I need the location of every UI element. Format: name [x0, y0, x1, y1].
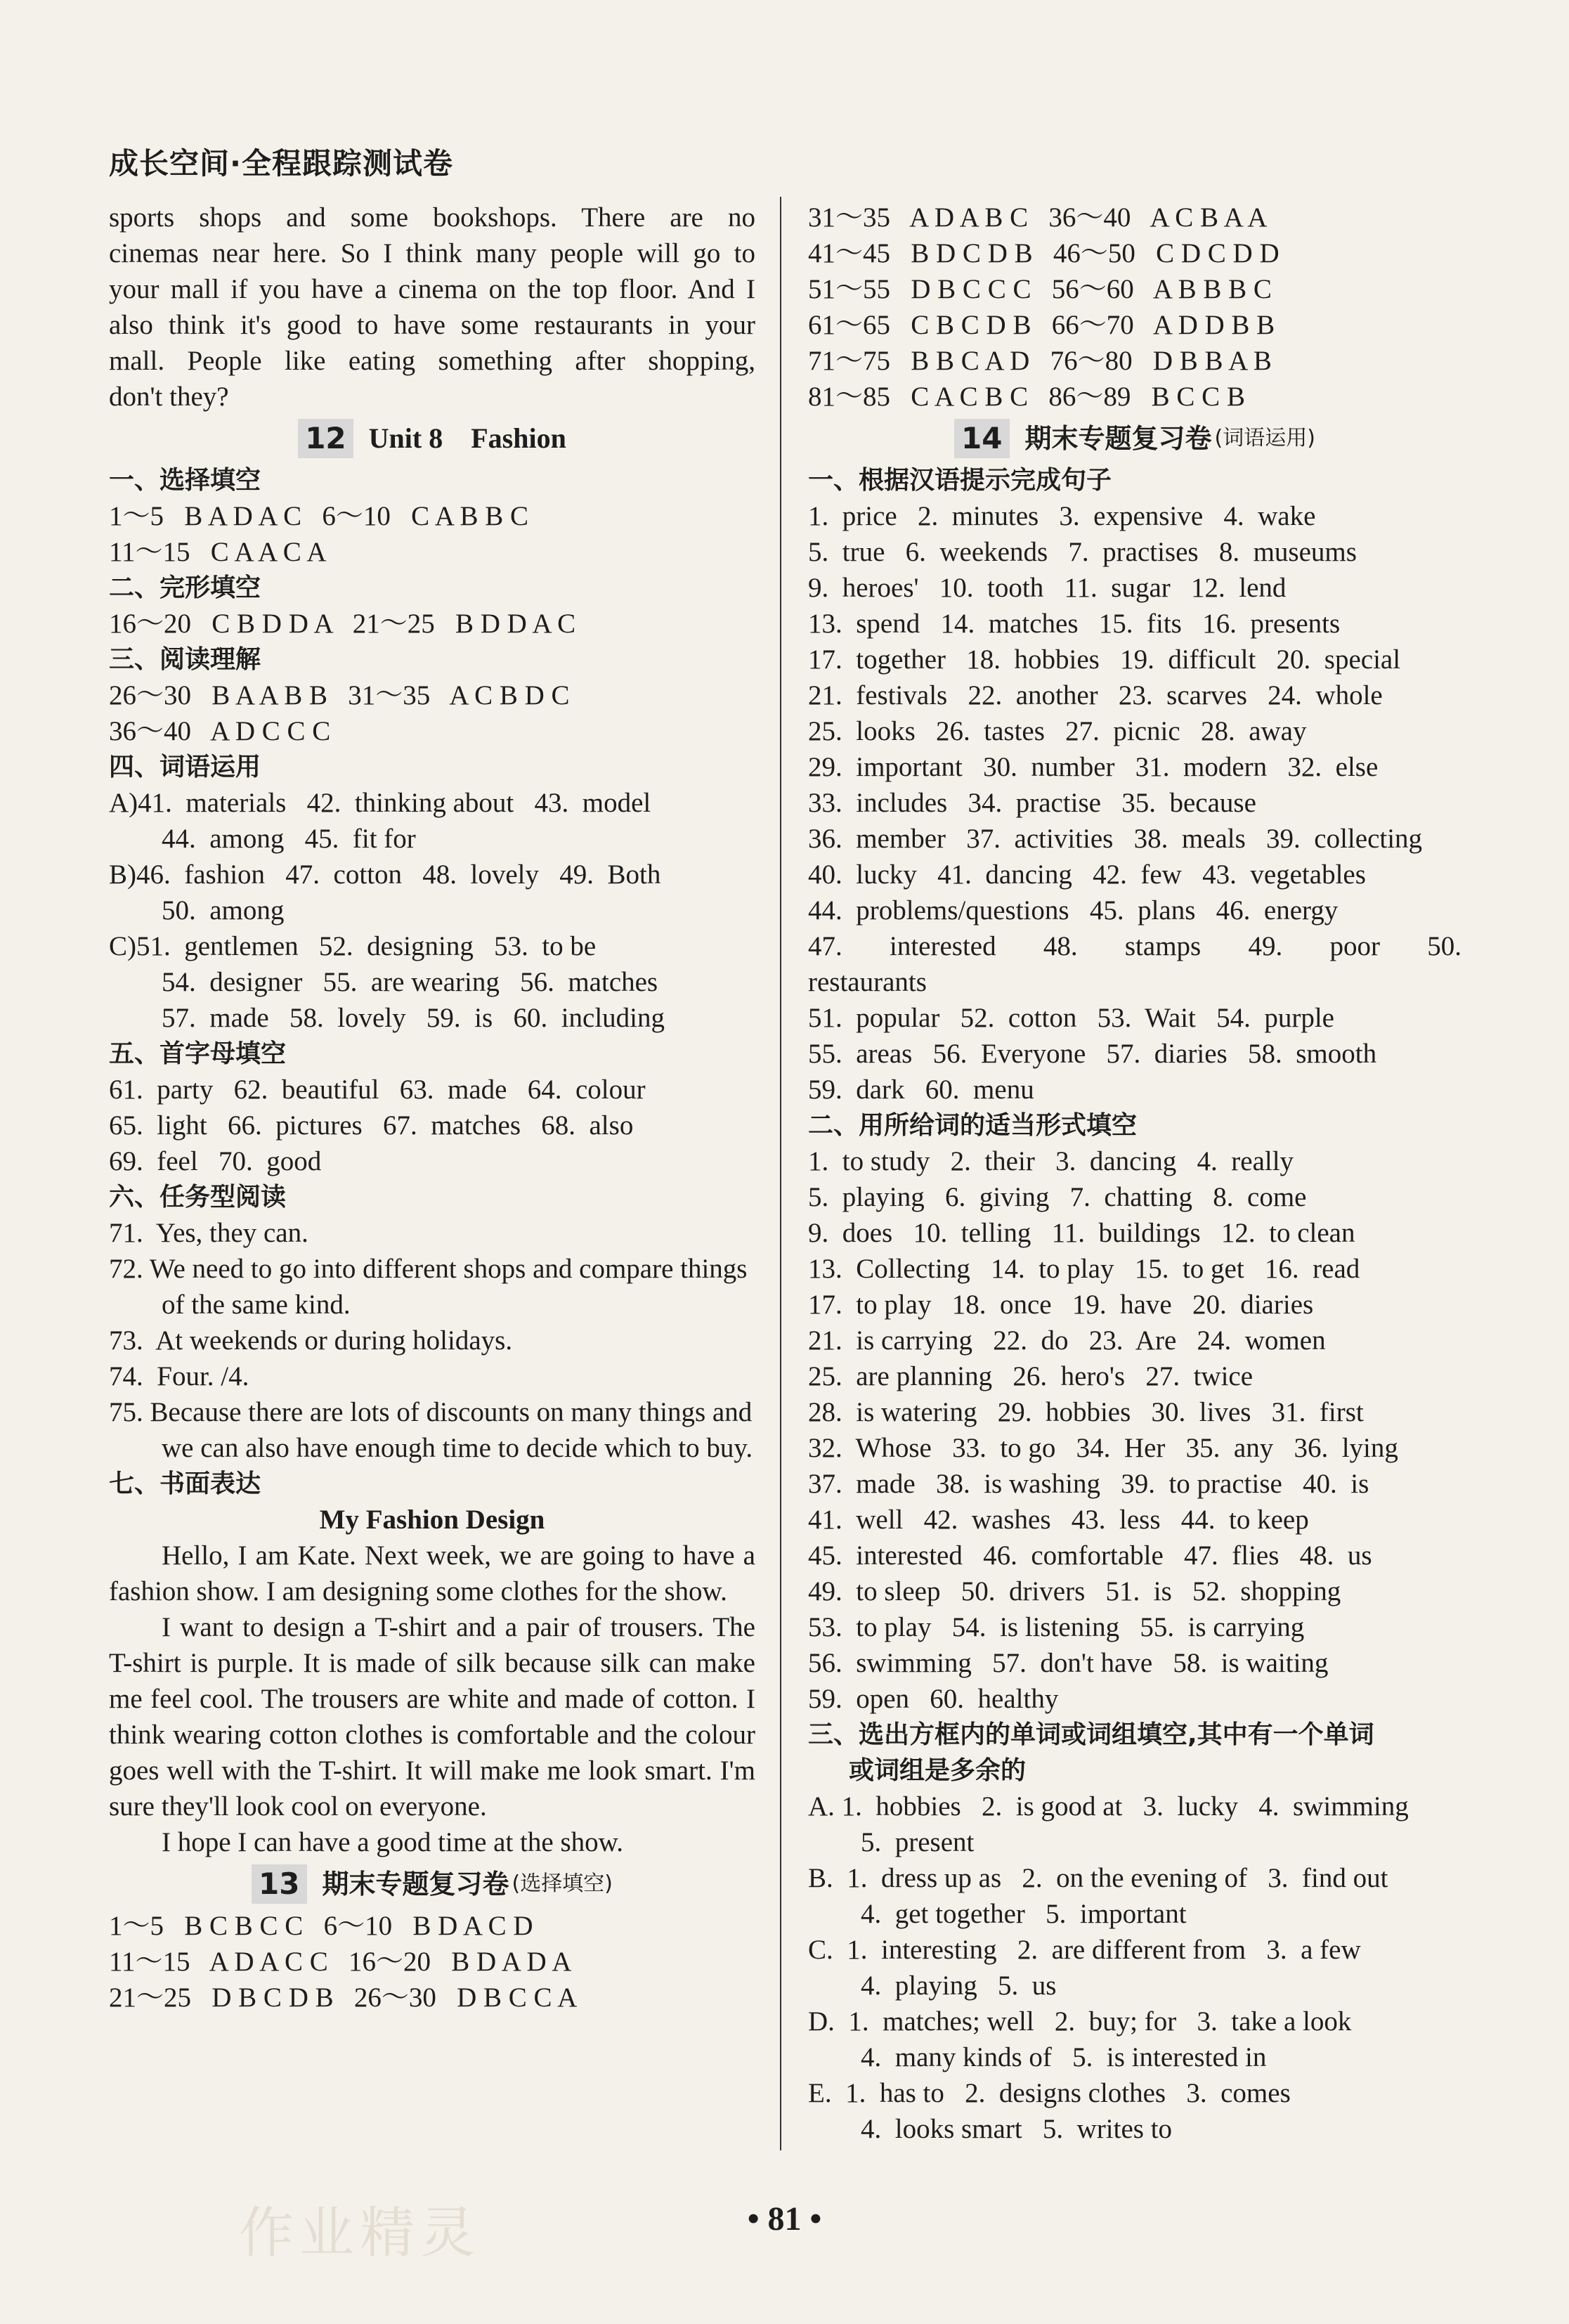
answer-line: 81～85 C A C B C 86～89 B C C B: [808, 382, 1245, 412]
intro-line: cinemas near here. So I think many people will go to: [109, 238, 755, 268]
answer-line: 71～75 B B C A D 76～80 D B B A B: [808, 346, 1272, 376]
answer-line: 17. to play 18. once 19. have 20. diaries: [808, 1290, 1314, 1320]
answer-line: 37. made 38. is washing 39. to practise 40. is: [808, 1469, 1369, 1499]
answer-line: 61. party 62. beautiful 63. made 64. colour: [109, 1075, 646, 1105]
section-heading: 一、选择填空: [109, 466, 261, 495]
answer-line: 36. member 37. activities 38. meals 39. collecting: [808, 824, 1423, 854]
answer-line: 1. price 2. minutes 3. expensive 4. wake: [808, 501, 1316, 531]
intro-line: your mall if you have a cinema on the top floor. And I: [109, 274, 755, 304]
answer-line: 1. to study 2. their 3. dancing 4. really: [808, 1146, 1294, 1176]
unit-title: 期末专题复习卷: [1024, 423, 1212, 454]
answer-line: 21. festivals 22. another 23. scarves 24. whole: [808, 680, 1383, 710]
answer-line: 5. present: [861, 1827, 975, 1857]
answer-line: 11～15 A D A C C 16～20 B D A D A: [109, 1947, 572, 1977]
answer-line: 21. is carrying 22. do 23. Are 24. women: [808, 1325, 1326, 1356]
answer-line: 59. dark 60. menu: [808, 1075, 1034, 1105]
answer-line: 59. open 60. healthy: [808, 1684, 1059, 1714]
section-heading: 二、用所给词的适当形式填空: [808, 1111, 1138, 1140]
answer-line: A. 1. hobbies 2. is good at 3. lucky 4. swimming: [808, 1791, 1409, 1822]
unit-title: 期末专题复习卷: [322, 1869, 509, 1900]
unit-number: 12: [298, 419, 353, 458]
answer-line: 53. to play 54. is listening 55. is carrying: [808, 1612, 1305, 1642]
unit-title: Unit 8 Fashion: [368, 422, 566, 454]
page-number: • 81 •: [747, 2200, 822, 2238]
unit-12-heading: [109, 416, 755, 461]
section-heading: 一、根据汉语提示完成句子: [808, 466, 1112, 495]
answer-line: 74. Four. /4.: [109, 1361, 249, 1391]
section-heading: 或词组是多余的: [849, 1756, 1027, 1785]
answer-line: 32. Whose 33. to go 34. Her 35. any 36. lying: [808, 1433, 1398, 1463]
answer-line: D. 1. matches; well 2. buy; for 3. take a look: [808, 2006, 1352, 2037]
answer-line: 1～5 B A D A C 6～10 C A B B C: [109, 501, 529, 531]
unit-subtitle: (选择填空): [512, 1871, 613, 1896]
unit-13-heading: [109, 1862, 755, 1907]
answer-line: 44. among 45. fit for: [162, 824, 416, 854]
answer-line: 72. We need to go into different shops and compare things of the same kind.: [109, 1254, 748, 1320]
answer-line: 4. many kinds of 5. is interested in: [861, 2042, 1267, 2072]
answer-line: 28. is watering 29. hobbies 30. lives 31. first: [808, 1397, 1364, 1427]
watermark: 作业精灵: [239, 2202, 481, 2265]
answer-line: 61～65 C B C D B 66～70 A D D B B: [808, 310, 1275, 340]
answer-line: 41. well 42. washes 43. less 44. to keep: [808, 1505, 1309, 1535]
answer-line: 57. made 58. lovely 59. is 60. including: [162, 1003, 665, 1033]
answer-line: 50. among: [162, 895, 285, 926]
answer-line: 13. Collecting 14. to play 15. to get 16. read: [808, 1254, 1360, 1284]
answer-line: 25. are planning 26. hero's 27. twice: [808, 1361, 1254, 1391]
right-column: [808, 200, 1461, 2147]
answer-line: 55. areas 56. Everyone 57. diaries 58. smooth: [808, 1039, 1377, 1069]
answer-line: 4. looks smart 5. writes to: [861, 2114, 1173, 2144]
answer-line: 1～5 B C B C C 6～10 B D A C D: [109, 1911, 533, 1941]
answer-line: 51～55 D B C C C 56～60 A B B B C: [808, 274, 1272, 304]
answer-line: 40. lucky 41. dancing 42. few 43. vegetables: [808, 859, 1366, 890]
answer-line: 33. includes 34. practise 35. because: [808, 788, 1256, 818]
answer-line: B. 1. dress up as 2. on the evening of 3. find out: [808, 1863, 1388, 1893]
intro-line: also think it's good to have some restaurants in your: [109, 310, 755, 340]
answer-line: 5. playing 6. giving 7. chatting 8. come: [808, 1182, 1307, 1212]
section-heading: 三、阅读理解: [109, 645, 261, 674]
section-heading: 四、词语运用: [109, 753, 261, 781]
section-heading: 六、任务型阅读: [109, 1183, 287, 1212]
answer-line: 45. interested 46. comfortable 47. flies 48. us: [808, 1540, 1372, 1571]
answer-line: 65. light 66. pictures 67. matches 68. also: [109, 1110, 634, 1141]
running-header: 成长空间·全程跟踪测试卷: [109, 146, 453, 181]
answer-line: 44. problems/questions 45. plans 46. energy: [808, 895, 1339, 926]
intro-line: don't they?: [109, 382, 229, 412]
answer-line: 13. spend 14. matches 15. fits 16. presents: [808, 609, 1341, 639]
intro-line: mall. People like eating something after shopping,: [109, 346, 755, 376]
answer-line: 4. get together 5. important: [861, 1899, 1187, 1929]
answer-line: 31～35 A D A B C 36～40 A C B A A: [808, 202, 1268, 233]
answer-line: 16～20 C B D D A 21～25 B D D A C: [109, 609, 576, 639]
answer-line: 17. together 18. hobbies 19. difficult 20. special: [808, 644, 1401, 675]
answer-line: restaurants: [808, 967, 927, 997]
unit-number: 14: [954, 419, 1009, 458]
answer-line: 4. playing 5. us: [861, 1971, 1057, 2001]
column-divider: [780, 197, 781, 2150]
unit-14-heading: [808, 416, 1461, 461]
answer-line: 73. At weekends or during holidays.: [109, 1325, 513, 1356]
intro-line: sports shops and some bookshops. There are no: [109, 202, 755, 233]
answer-line: B)46. fashion 47. cotton 48. lovely 49. Both: [109, 859, 661, 890]
answer-line: 69. feel 70. good: [109, 1146, 322, 1176]
answer-line: A)41. materials 42. thinking about 43. model: [109, 788, 651, 818]
answer-line: 9. does 10. telling 11. buildings 12. to clean: [808, 1218, 1355, 1248]
answer-line: 51. popular 52. cotton 53. Wait 54. purple: [808, 1003, 1334, 1033]
answer-line: 41～45 B D C D B 46～50 C D C D D: [808, 238, 1280, 268]
answer-line: C)51. gentlemen 52. designing 53. to be: [109, 931, 597, 961]
answer-line: 21～25 D B C D B 26～30 D B C C A: [109, 1982, 578, 2013]
answer-line: 75. Because there are lots of discounts on many things and we can also have enough time to decide which to buy.: [109, 1397, 753, 1463]
answer-line: 56. swimming 57. don't have 58. is waiting: [808, 1648, 1329, 1678]
answer-line: 47. interested 48. stamps 49. poor 50.: [808, 931, 1461, 961]
unit-number: 13: [252, 1864, 306, 1904]
answer-line: 9. heroes' 10. tooth 11. sugar 12. lend: [808, 573, 1287, 603]
answer-line: 26～30 B A A B B 31～35 A C B D C: [109, 680, 570, 710]
composition-paragraph: I want to design a T-shirt and a pair of trousers. The T-shirt is purple. It is made of silk because silk can make me feel cool. The trousers are white and made of cotton. I think wearing cotton clothes is comfortable and the colour goes well with the T-shirt. It will make me look smart. I'm sure they'll look cool on everyone.: [109, 1612, 755, 1822]
answer-line: 36～40 A D C C C: [109, 716, 331, 746]
section-heading: 七、书面表达: [109, 1469, 261, 1498]
section-heading: 五、首字母填空: [109, 1039, 287, 1068]
answer-line: 54. designer 55. are wearing 56. matches: [162, 967, 658, 997]
composition-title: My Fashion Design: [319, 1505, 545, 1535]
section-heading: 三、选出方框内的单词或词组填空,其中有一个单词: [808, 1720, 1374, 1749]
answer-line: 5. true 6. weekends 7. practises 8. museums: [808, 537, 1357, 567]
answer-line: 71. Yes, they can.: [109, 1218, 308, 1248]
left-column: [109, 200, 755, 2015]
answer-line: 29. important 30. number 31. modern 32. else: [808, 752, 1379, 782]
unit-subtitle: (词语运用): [1214, 426, 1315, 450]
composition-paragraph: I hope I can have a good time at the show.: [162, 1827, 624, 1857]
answer-line: E. 1. has to 2. designs clothes 3. comes: [808, 2078, 1291, 2108]
answer-line: 25. looks 26. tastes 27. picnic 28. away: [808, 716, 1307, 746]
answer-line: 11～15 C A A C A: [109, 537, 327, 567]
answer-line: C. 1. interesting 2. are different from 3. a few: [808, 1935, 1361, 1965]
section-heading: 二、完形填空: [109, 573, 261, 602]
composition-paragraph: Hello, I am Kate. Next week, we are going to have a fashion show. I am designing some clothes for the show.: [109, 1540, 755, 1606]
answer-line: 49. to sleep 50. drivers 51. is 52. shopping: [808, 1576, 1341, 1606]
